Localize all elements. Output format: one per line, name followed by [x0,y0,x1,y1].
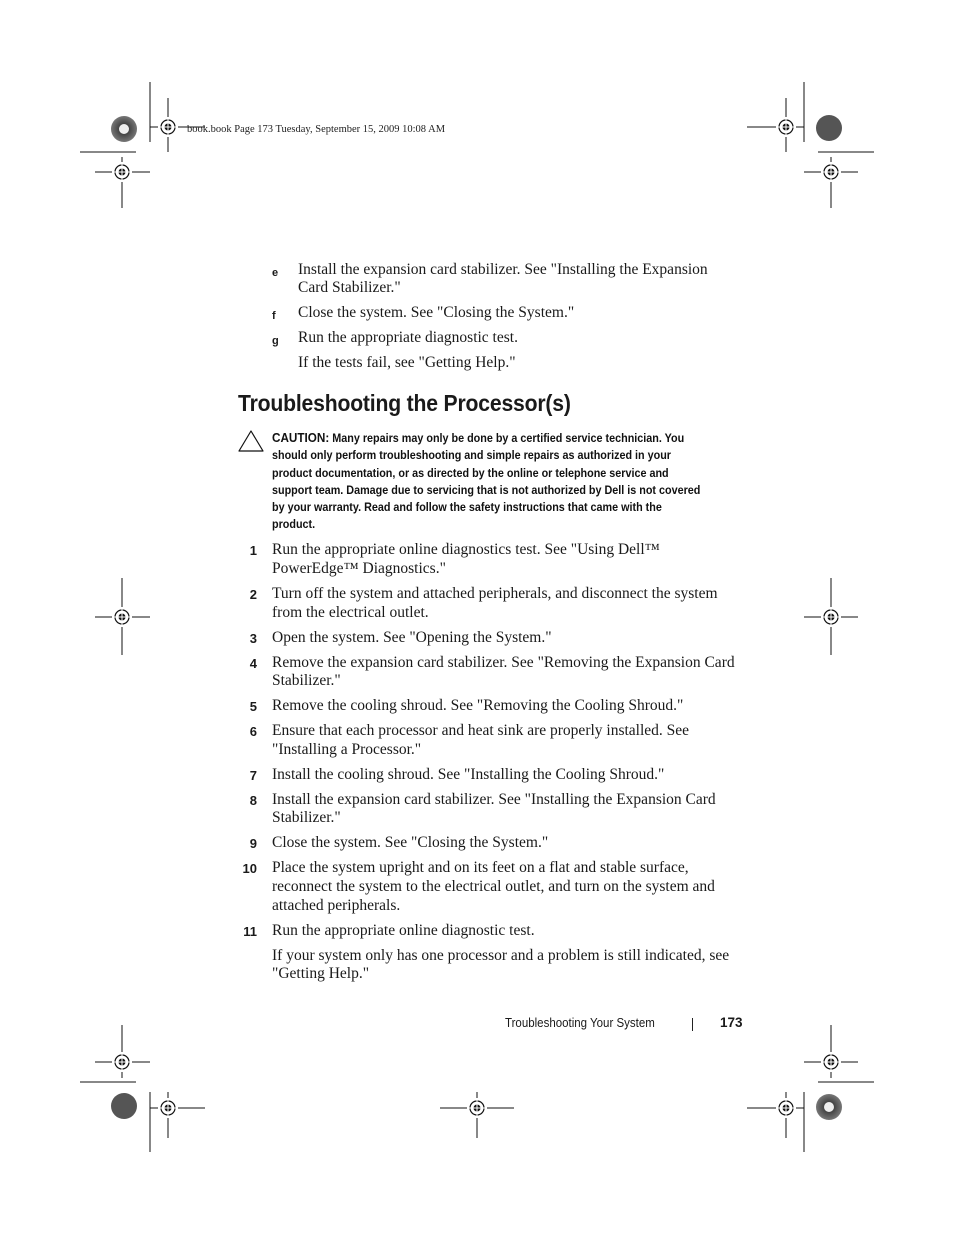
step-text: PowerEdge™ Diagnostics." [272,560,446,577]
caution-label: CAUTION: [272,431,330,445]
step-text: Place the system upright and on its feet on a flat and stable surface, [272,859,689,876]
step-text: Install the cooling shroud. See "Installing the Cooling Shroud." [272,766,665,783]
step-text: Stabilizer." [272,809,341,826]
section-title: Troubleshooting the Processor(s) [238,390,571,416]
print-header-info: book.book Page 173 Tuesday, September 15, 2009 10:08 AM [187,124,446,135]
step-text: Close the system. See "Closing the System." [272,834,549,851]
step-number: 11 [243,924,257,939]
step-text: Close the system. See "Closing the System." [298,304,575,321]
step-text: Run the appropriate online diagnostic test. [272,922,535,939]
step-number: 3 [249,631,257,646]
registration-mark-icon [816,1094,842,1120]
step-text: reconnect the system to the electrical outlet, and turn on the system and [272,878,715,895]
step-text: from the electrical outlet. [272,604,429,621]
step-text: Run the appropriate diagnostic test. [298,329,518,346]
step-label: g [272,335,279,347]
registration-mark-icon [816,115,842,141]
step-label: f [272,310,276,322]
step-text: Stabilizer." [272,672,341,689]
step-text: Run the appropriate online diagnostics test. See "Using Dell™ [272,541,660,558]
page-number: 173 [720,1015,743,1030]
step-number: 9 [249,836,257,851]
step-text: Ensure that each processor and heat sink are properly installed. See [272,722,690,739]
step-number: 6 [249,724,257,739]
step-text: Remove the cooling shroud. See "Removing the Cooling Shroud." [272,697,684,714]
step-text: Turn off the system and attached peripherals, and disconnect the system [272,585,718,602]
step-number: 7 [249,768,257,783]
step-number: 10 [242,861,257,876]
step-number: 4 [249,656,257,671]
step-text: Card Stabilizer." [298,279,401,296]
registration-mark-icon [111,116,137,142]
step-text: Remove the expansion card stabilizer. See "Removing the Expansion Card [272,654,735,671]
footer-divider [692,1018,693,1031]
step-number: 5 [249,699,257,714]
registration-mark-icon [111,1093,137,1119]
step-text: Install the expansion card stabilizer. See "Installing the Expansion [298,261,708,278]
step-label: e [272,267,279,279]
caution-triangle-icon [238,430,264,452]
step-text: "Installing a Processor." [272,741,422,758]
step-number: 8 [249,793,257,808]
step-number: 1 [249,543,257,558]
step-text: Install the expansion card stabilizer. See "Installing the Expansion Card [272,791,716,808]
step-text: attached peripherals. [272,897,401,914]
caution-notice: CAUTION: Many repairs may only be done by a certified service technician. You should only perform troubleshooting and simple repairs as authorized in your product documentation, or as directed by the online or telephone service and support team. Damage due to servicing that is not authorized by Dell is not covered by your warranty. Read and follow the safety instructions that came with the product. [272,431,701,532]
footer-chapter-title: Troubleshooting Your System [505,1016,655,1030]
step-text: Open the system. See "Opening the System." [272,629,552,646]
step-number: 2 [249,587,257,602]
